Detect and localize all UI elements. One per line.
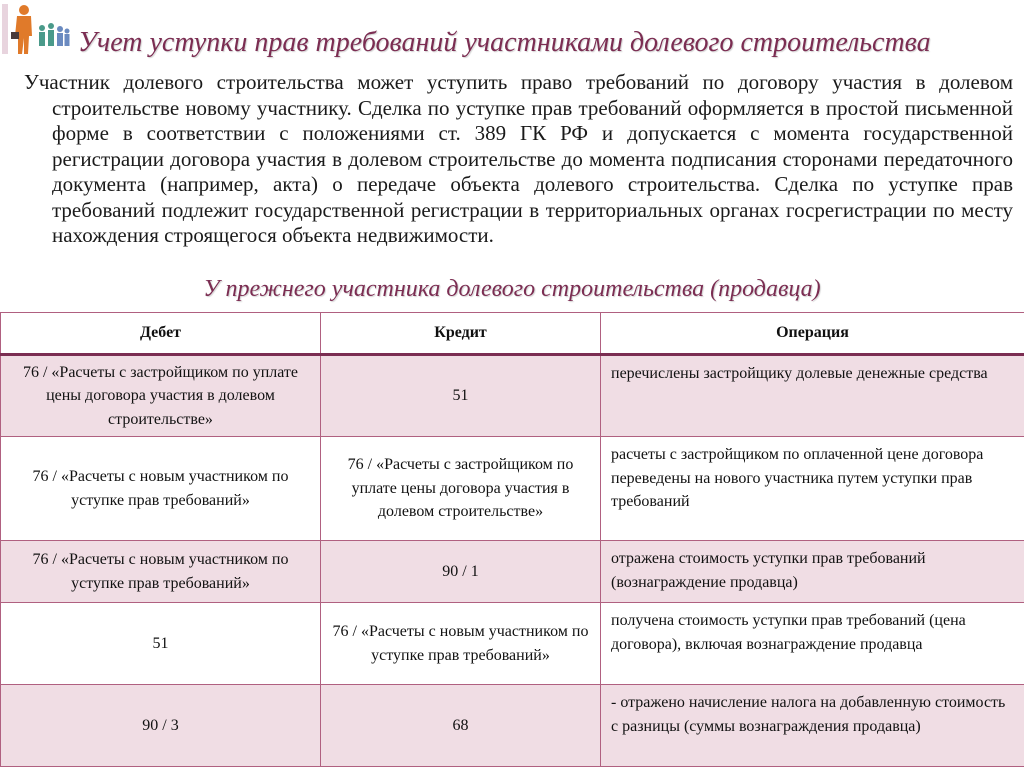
credit-cell: 76 / «Расчеты с новым участником по уступке прав требований» (321, 603, 601, 685)
credit-cell: 90 / 1 (321, 541, 601, 603)
table-row (1, 355, 1024, 437)
page-title: Учет уступки прав требований участниками долевого строительства (78, 27, 931, 58)
column-header-debit: Дебет (1, 313, 321, 355)
accounting-entries-table (0, 312, 1024, 767)
debit-cell: 76 / «Расчеты с застройщиком по уплате цены договора участия в долевом строительстве» (1, 355, 321, 437)
operation-cell: отражена стоимость уступки прав требований (вознаграждение продавца) (601, 541, 1024, 603)
column-header-credit: Кредит (321, 313, 601, 355)
table-row (1, 603, 1024, 685)
business-people-icon (2, 2, 70, 56)
credit-cell: 76 / «Расчеты с застройщиком по уплате цены договора участия в долевом строительстве» (321, 437, 601, 541)
operation-cell: получена стоимость уступки прав требований (цена договора), включая вознаграждение продавца (601, 603, 1024, 685)
table-row (1, 685, 1024, 767)
column-header-operation: Операция (601, 313, 1024, 355)
section-subtitle: У прежнего участника долевого строительства (продавца) (203, 276, 821, 302)
table-row (1, 541, 1024, 603)
credit-cell: 51 (321, 355, 601, 437)
table-header-row (1, 313, 1024, 355)
debit-cell: 76 / «Расчеты с новым участником по уступке прав требований» (1, 437, 321, 541)
intro-paragraph: Участник долевого строительства может уступить право требований по договору участия в долевом строительстве новому участнику. Сделка по уступке прав требований оформляется в простой письменной форме в соответствии с положениями ст. 389 ГК РФ и допускается с момента государственной регистрации договора участия в долевом строительстве до момента подписания сторонами передаточного документа (например, акта) о передаче объекта долевого строительства. Сделка по уступке прав требований подлежит государственной регистрации в территориальных органах госрегистрации по месту нахождения строящегося объекта недвижимости. (24, 70, 1013, 247)
debit-cell: 76 / «Расчеты с новым участником по уступке прав требований» (1, 541, 321, 603)
credit-cell: 68 (321, 685, 601, 767)
operation-cell: перечислены застройщику долевые денежные средства (601, 355, 1024, 437)
operation-cell: расчеты с застройщиком по оплаченной цене договора переведены на нового участника путем уступки прав требований (601, 437, 1024, 541)
operation-cell: - отражено начисление налога на добавленную стоимость с разницы (суммы вознаграждения продавца) (601, 685, 1024, 767)
table-row (1, 437, 1024, 541)
debit-cell: 51 (1, 603, 321, 685)
debit-cell: 90 / 3 (1, 685, 321, 767)
